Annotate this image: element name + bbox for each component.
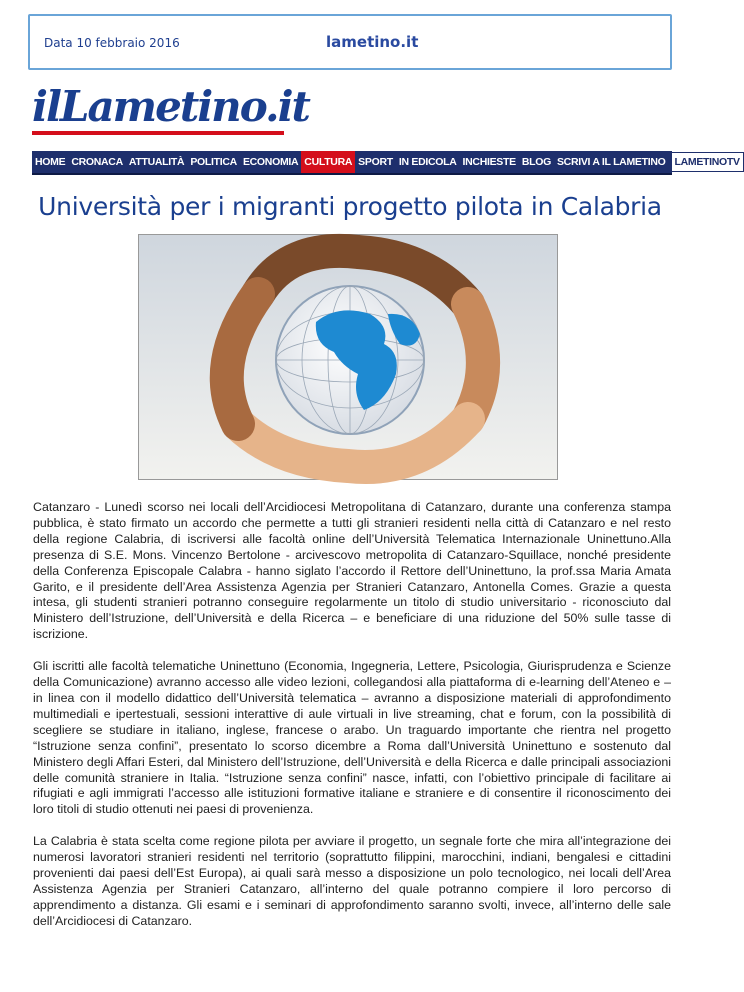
site-logo[interactable] (32, 82, 309, 134)
nav-item-cultura[interactable]: CULTURA (301, 151, 355, 173)
article-paragraph: Catanzaro - Lunedì scorso nei locali dell’Arcidiocesi Metropolitana di Catanzaro, durante una conferenza stampa pubblica, è stato firmato un accordo che permette a tutti gli stranieri residenti nella città di Catanzaro e nel resto della regione Calabria, di iscriversi alle facoltà online dell’Università Telematica Internazionale Uninettuno.Alla presenza di S.E. Mons. Vincenzo Bertolone - arcivescovo metropolita di Catanzaro-Squillace, nonché presidente della Conferenza Episcopale Calabra - hanno siglato l’accordo il Rettore dell’Uninettuno, la prof.ssa Maria Amata Garito, e il presidente dell’Area Assistenza Agenzia per Stranieri Catanzaro, Antonella Comes. Grazie a questa intesa, gli studenti stranieri potranno conseguire regolarmente un titolo di studio universitario - riconosciuto dal Ministero dell’Istruzione, dell’Università e della Ricerca – e beneficiare di una riduzione del 50% sulle tasse di iscrizione. (33, 500, 671, 642)
nav-item-attualit-[interactable]: ATTUALITÀ (128, 156, 185, 168)
clipping-date: Data 10 febbraio 2016 (44, 36, 180, 50)
globe-image (276, 286, 424, 434)
article-photo (138, 234, 558, 480)
nav-item-inchieste[interactable]: INCHIESTE (462, 156, 516, 168)
clipping-source: lametino.it (326, 33, 419, 51)
nav-item-blog[interactable]: BLOG (521, 156, 551, 168)
nav-item-sport[interactable]: SPORT (358, 156, 393, 168)
article-paragraph: La Calabria è stata scelta come regione pilota per avviare il progetto, un segnale forte che mira all’integrazione dei numerosi lavoratori stranieri residenti nel territorio (soprattutto filippini, marocchini, indiani, bengalesi e cittadini provenienti dai paesi dell’Est Europa), ai quali sarà messo a disposizione un polo tecnologico, nei locali dell’Area Assistenza Agenzia per Stranieri Catanzaro, all’interno del quale potranno compiere il loro percorso di apprendimento a distanza. Gli esami e i seminari di approfondimento saranno svolti, invece, all’interno delle sale dell’Arcidiocesi di Catanzaro. (33, 834, 671, 928)
article-title: Università per i migranti progetto pilota in Calabria (38, 192, 662, 221)
nav-item-home[interactable]: HOME (35, 156, 66, 168)
site-logo-text: ilLametino.it (32, 82, 309, 131)
nav-item-economia[interactable]: ECONOMIA (242, 156, 299, 168)
article-paragraph: Gli iscritti alle facoltà telematiche Uninettuno (Economia, Ingegneria, Lettere, Psicologia, Giurisprudenza e Scienze della Comunicazione) avranno accesso alle video lezioni, collegandosi alla piattaforma di e-learning dell’Ateneo e – in linea con il modello didattico dell’Università telematica – avranno a disposizione materiali di approfondimento multimediali e ipertestuali, sessioni interattive di aule virtuali in live streaming, chat e forum, con la possibilità di scegliere se studiare in italiano, inglese, francese o arabo. Un traguardo importante che rientra nel progetto “Istruzione senza confini”, presentato lo scorso dicembre a Roma dall’Università Uninettuno e sostenuto dal Ministero degli Affari Esteri, dal Ministero dell’Istruzione, dell’Università e della Ricerca e dalle principali associazioni delle comunità straniere in Italia. “Istruzione senza confini” nasce, infatti, con l’obiettivo principale di facilitare ai rifugiati e agli immigrati l’accesso alle istituzioni formative italiane e straniere e di consentire il riconoscimento dei loro titoli di studio ottenuti nei paesi di provenienza. (33, 659, 671, 817)
nav-item-scrivi-a-il-lametino[interactable]: SCRIVI A IL LAMETINO (556, 156, 666, 168)
logo-underline (32, 131, 284, 135)
nav-item-cronaca[interactable]: CRONACA (71, 156, 123, 168)
main-nav (32, 151, 740, 175)
clipping-header (28, 14, 672, 70)
nav-item-lametinotv[interactable]: LAMETINOTV (671, 152, 744, 172)
article-body (33, 500, 671, 946)
nav-item-in-edicola[interactable]: IN EDICOLA (398, 156, 457, 168)
nav-item-politica[interactable]: POLITICA (190, 156, 237, 168)
